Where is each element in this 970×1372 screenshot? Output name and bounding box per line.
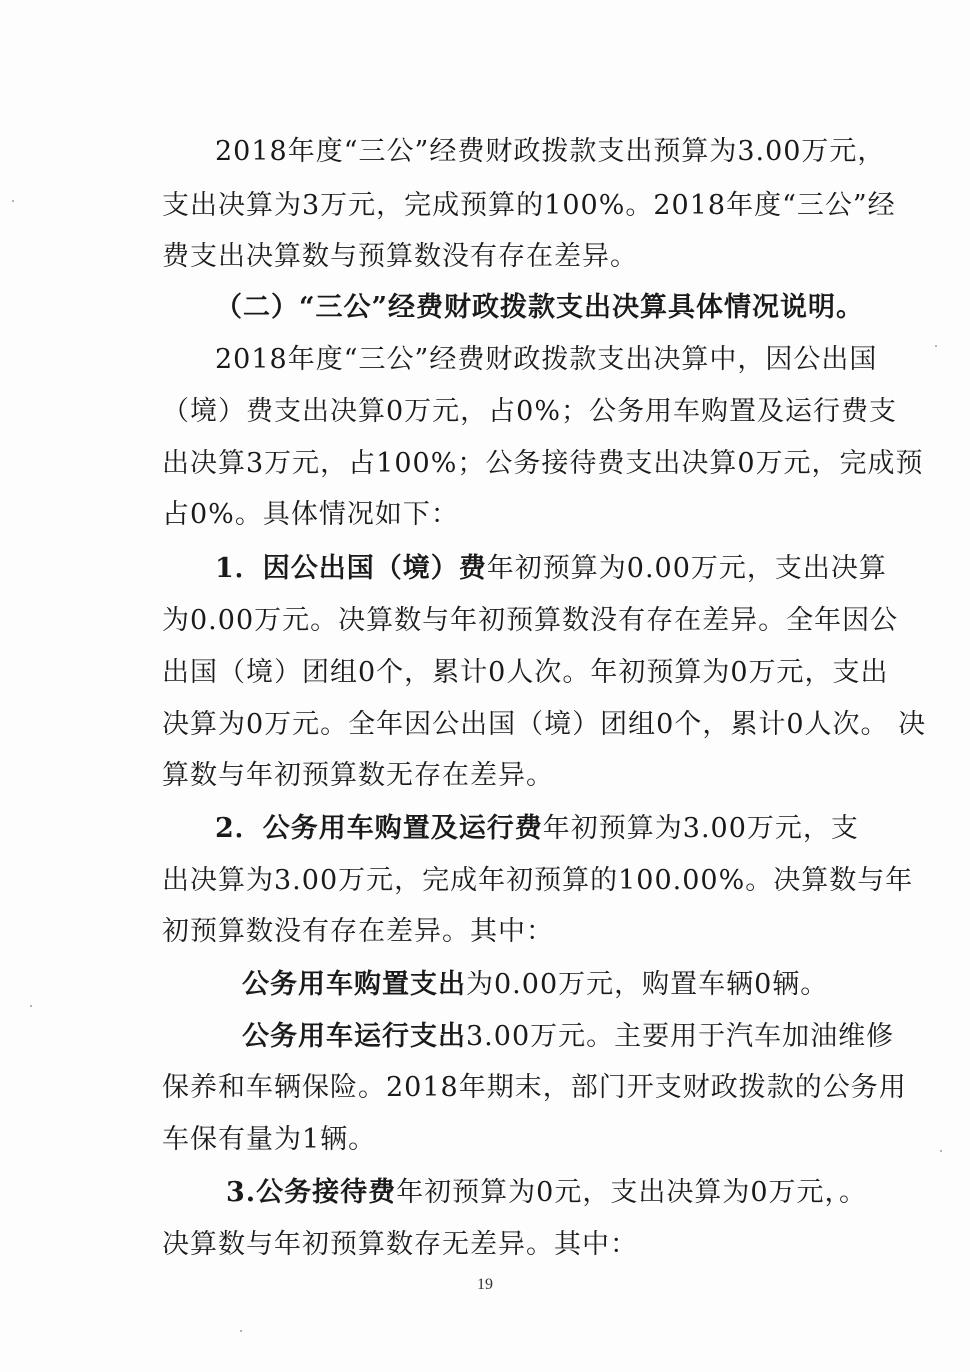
scan-speck (240, 1330, 242, 1332)
scan-speck (935, 345, 937, 347)
paragraph-line-2 (162, 179, 896, 233)
line-text: 2018年度“三公”经费财政拨款支出决算中，因公出国 (215, 344, 878, 375)
item-heading: 3.公务接待费 (226, 1177, 397, 1208)
vehicle-operation-line-3 (162, 1113, 842, 1167)
line-text: 占0%。具体情况如下： (162, 499, 459, 530)
line-text: 出决算为3.00万元，完成年初预算的100.00%。决算数与年 (162, 865, 914, 896)
item-heading: 公务用车运行支出 (242, 1021, 466, 1052)
paragraph-line-3 (162, 230, 842, 284)
item-1-line-2 (162, 594, 899, 648)
line-text: 初预算数没有存在差异。其中： (162, 916, 554, 947)
line-text: 支出决算为3万元，完成预算的100%。2018年度“三公”经 (162, 190, 896, 221)
page-number: 19 (477, 1276, 493, 1293)
item-2-line-2 (162, 854, 914, 908)
paragraph-line-6 (162, 385, 898, 439)
item-heading: 公务用车购置支出 (242, 969, 466, 1000)
item-1-line-3 (162, 646, 889, 700)
scan-speck (30, 1005, 32, 1007)
line-text: 2018年度“三公”经费财政拨款支出预算为3.00万元， (215, 136, 886, 167)
heading-text: （二）“三公”经费财政拨款支出决算具体情况说明。 (215, 292, 865, 323)
scan-speck (940, 1150, 942, 1152)
vehicle-operation-line-2 (162, 1061, 907, 1115)
line-text: 出决算3万元，占100%；公务接待费支出决算0万元，完成预 (162, 448, 924, 479)
item-2-line-1 (215, 802, 895, 856)
line-text: 年初预算为0.00万元，支出决算 (486, 553, 887, 584)
item-3-line-2 (162, 1218, 842, 1272)
vehicle-operation-line-1 (242, 1010, 922, 1064)
item-2-line-3 (162, 905, 842, 959)
line-text: 决算为0万元。全年因公出国（境）团组0个，累计0人次。 决 (162, 709, 927, 740)
line-text: 算数与年初预算数无存在差异。 (162, 760, 554, 791)
paragraph-line-7 (162, 437, 924, 491)
line-text: 出国（境）团组0个，累计0人次。年初预算为0万元，支出 (162, 657, 889, 688)
paragraph-line-5 (215, 333, 895, 387)
item-1-line-1 (215, 542, 895, 596)
line-text: 为0.00万元。决算数与年初预算数没有存在差异。全年因公 (162, 605, 899, 636)
line-text: 决算数与年初预算数存无差异。其中： (162, 1229, 638, 1260)
paragraph-line-1 (215, 125, 895, 179)
item-1-line-4 (162, 698, 927, 752)
line-text: 保养和车辆保险。2018年期末，部门开支财政拨款的公务用 (162, 1072, 907, 1103)
line-text: 费支出决算数与预算数没有存在差异。 (162, 241, 638, 272)
item-1-line-5 (162, 749, 842, 803)
paragraph-line-8 (162, 488, 842, 542)
line-text: 为0.00万元，购置车辆0辆。 (466, 969, 829, 1000)
section-heading (215, 281, 895, 335)
item-heading: 2．公务用车购置及运行费 (215, 813, 543, 844)
line-text: 年初预算为3.00万元，支 (542, 813, 859, 844)
item-heading: 1．因公出国（境）费 (215, 553, 487, 584)
scan-speck (12, 200, 14, 202)
item-3-line-1 (226, 1166, 906, 1220)
line-text: 年初预算为0元，支出决算为0万元，。 (396, 1177, 868, 1208)
line-text: 3.00万元。主要用于汽车加油维修 (466, 1021, 895, 1052)
vehicle-purchase-line (242, 958, 922, 1012)
line-text: （境）费支出决算0万元，占0%；公务用车购置及运行费支 (162, 396, 898, 427)
line-text: 车保有量为1辆。 (162, 1124, 377, 1155)
